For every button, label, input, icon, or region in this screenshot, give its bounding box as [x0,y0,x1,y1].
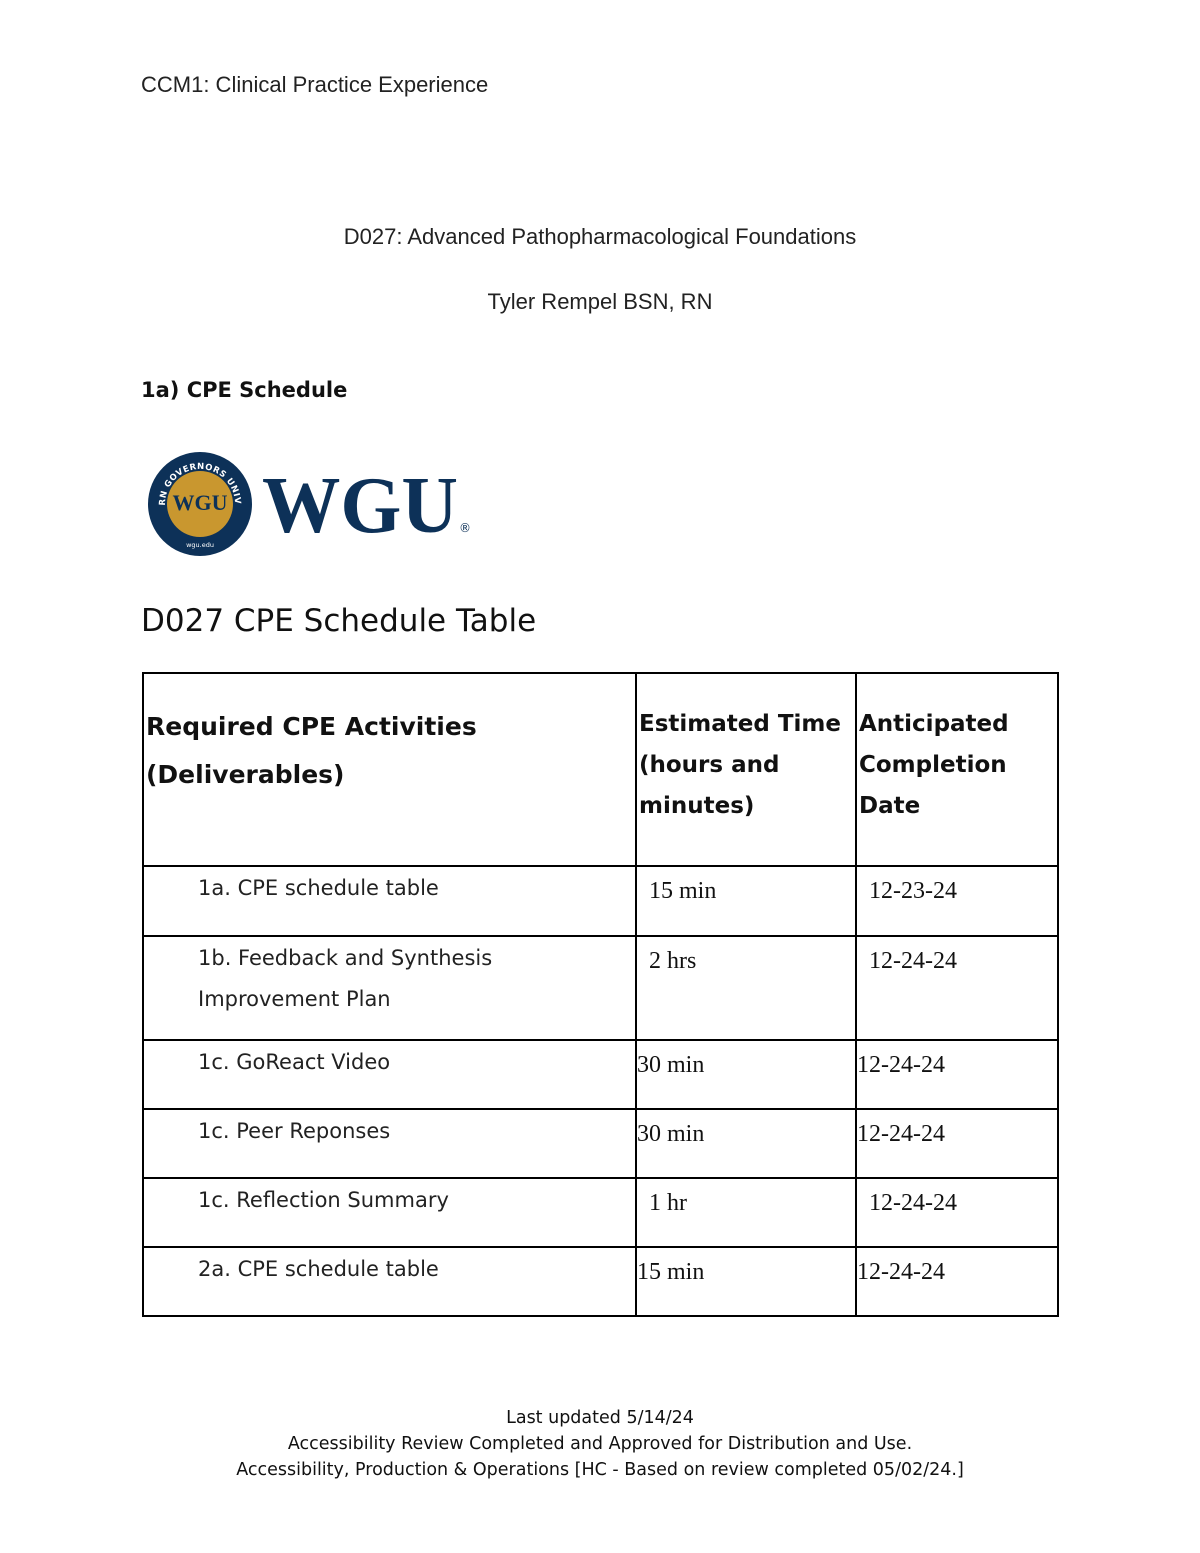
activity-cell: 1b. Feedback and Synthesis Improvement Plan [143,936,636,1040]
header-time: Estimated Time (hours and minutes) [636,673,856,866]
seal-monogram: WGU [172,490,228,515]
header-date: Anticipated Completion Date [856,673,1058,866]
activity-cell: 1c. Peer Reponses [143,1109,636,1178]
header-activity: Required CPE Activities (Deliverables) [143,673,636,866]
time-cell: 15 min [636,1247,856,1316]
footer-accessibility-review: Accessibility Review Completed and Approved for Distribution and Use. [287,1434,913,1454]
document-footer [0,1405,1200,1483]
date-cell: 12-23-24 [856,866,1058,936]
time-cell: 2 hrs [636,936,856,1040]
date-cell: 12-24-24 [856,1040,1058,1109]
seal-url: wgu.edu [186,541,214,549]
time-cell: 15 min [636,866,856,936]
activity-cell: 2a. CPE schedule table [143,1247,636,1316]
wgu-logo [145,448,475,558]
table-row [143,866,1058,936]
document-header: CCM1: Clinical Practice Experience [141,72,489,97]
table-title: D027 CPE Schedule Table [141,603,537,639]
footer-last-updated: Last updated 5/14/24 [506,1408,694,1428]
section-heading: 1a) CPE Schedule [141,378,348,402]
footer-accessibility-production: Accessibility, Production & Operations [HC - Based on review completed 05/02/24.] [236,1460,964,1480]
table-row [143,1040,1058,1109]
course-title: D027: Advanced Pathopharmacological Foundations [343,224,857,249]
table-header-row [143,673,1058,866]
author-name: Tyler Rempel BSN, RN [487,289,713,314]
date-cell: 12-24-24 [856,1178,1058,1247]
date-cell: 12-24-24 [856,1247,1058,1316]
table-row [143,1109,1058,1178]
seal-arc-text: RN GOVERNORS UNIV [157,461,243,506]
registered-mark: ® [459,521,471,535]
date-cell: 12-24-24 [856,1109,1058,1178]
activity-cell: 1c. GoReact Video [143,1040,636,1109]
wgu-wordmark: WGU [262,462,458,550]
table-row [143,936,1058,1040]
table-row [143,1178,1058,1247]
activity-cell: 1a. CPE schedule table [143,866,636,936]
time-cell: 1 hr [636,1178,856,1247]
table-row [143,1247,1058,1316]
cpe-schedule-table [142,672,1059,1317]
time-cell: 30 min [636,1040,856,1109]
time-cell: 30 min [636,1109,856,1178]
date-cell: 12-24-24 [856,936,1058,1040]
activity-cell: 1c. Reflection Summary [143,1178,636,1247]
wgu-logo-graphic [145,448,475,558]
